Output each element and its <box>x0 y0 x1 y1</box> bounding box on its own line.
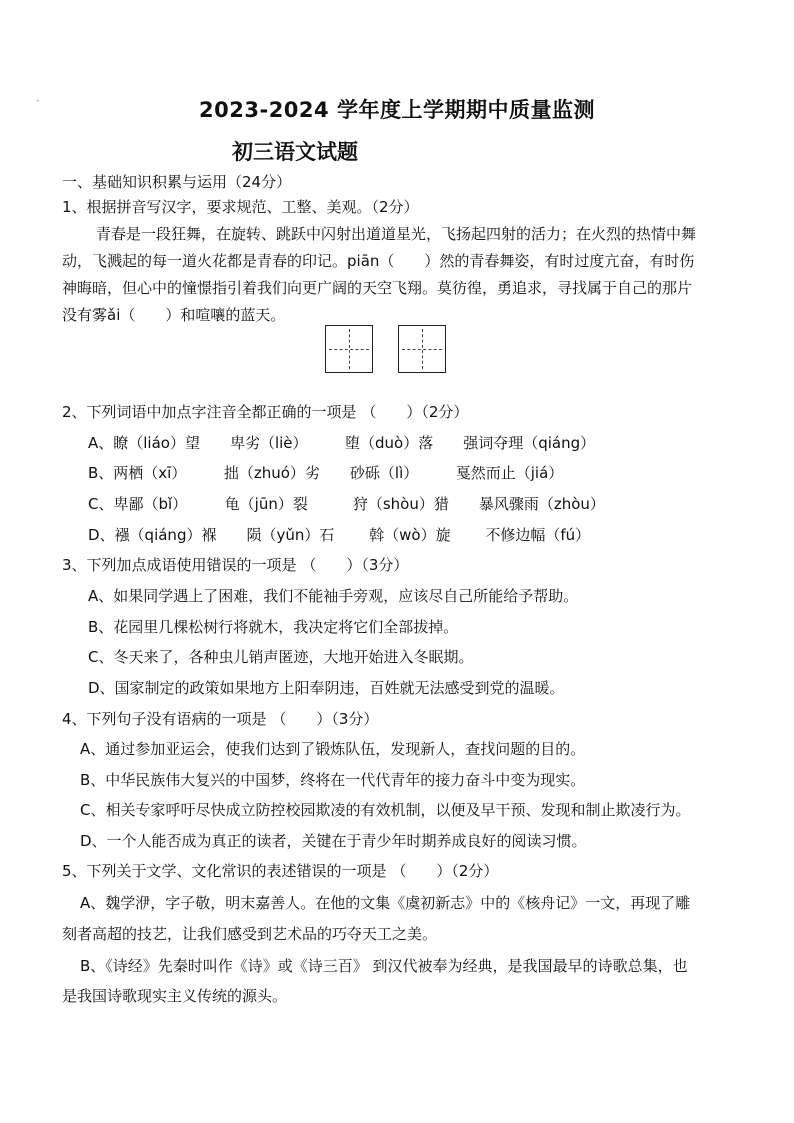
option-b: B、中华民族伟大复兴的中国梦，终将在一代代青年的接力奋斗中变为现实。 <box>80 771 586 789</box>
option-b: B、《诗经》先秦时叫作《诗》或《诗三百》 到汉代被奉为经典，是我国最早的诗歌总集，也 <box>80 957 688 975</box>
passage-line: 青春是一段狂舞，在旋转、跳跃中闪射出道道星光，飞扬起四射的活力；在火烈的热情中舞 <box>96 225 697 243</box>
passage-line: 没有雾ǎi（ ）和喧嚷的蓝天。 <box>62 306 286 324</box>
option-c: C、相关专家呼吁尽快成立防控校园欺凌的有效机制，以便及早干预、发现和制止欺凌行为。 <box>80 801 691 819</box>
question-1: 1、根据拼音写汉字，要求规范、工整、美观。（2分） <box>62 198 419 216</box>
option-d: D、一个人能否成为真正的读者，关键在于青少年时期养成良好的阅读习惯。 <box>80 832 587 850</box>
option-d: D、国家制定的政策如果地方上阳奉阴违，百姓就无法感受到党的温暖。 <box>88 679 565 697</box>
option-c: C、卑鄙（bǐ） 龟（jūn）裂 狩（shòu）猎 暴风骤雨（zhòu） <box>88 495 605 513</box>
option-b-cont: 是我国诗歌现实主义传统的源头。 <box>62 987 288 1005</box>
option-a: A、瞭（liáo）望 卑劣（liè） 堕（duò）落 强词夺理（qiáng） <box>88 434 596 452</box>
stray-mark: ` <box>36 100 41 110</box>
option-c: C、冬天来了，各种虫儿销声匿迹，大地开始进入冬眠期。 <box>88 648 474 666</box>
passage-line: 动，飞溅起的每一道火花都是青春的印记。piān（ ）然的青春舞姿，有时过度亢奋，有时伤 <box>62 252 695 270</box>
question-5: 5、下列关于文学、文化常识的表述错误的一项是 （ ）（2分） <box>62 862 499 880</box>
option-a: A、魏学洢，字子敬，明末嘉善人。在他的文集《虞初新志》中的《核舟记》一文，再现了雕 <box>80 894 691 912</box>
option-d: D、襁（qiáng）褓 陨（yǔn）石 斡（wò）旋 不修边幅（fú） <box>88 526 591 544</box>
passage-line: 神晦暗，但心中的憧憬指引着我们向更广阔的天空飞翔。莫彷徨，勇追求，寻找属于自己的那片 <box>62 279 693 297</box>
question-4: 4、下列句子没有语病的一项是 （ ）（3分） <box>62 710 379 728</box>
option-a-cont: 刻者高超的技艺，让我们感受到艺术品的巧夺天工之美。 <box>62 925 438 943</box>
writing-grid-box[interactable] <box>398 325 446 373</box>
exam-title: 2023-2024 学年度上学期期中质量监测 <box>199 98 595 122</box>
question-2: 2、下列词语中加点字注音全都正确的一项是 （ ）（2分） <box>62 403 469 421</box>
option-b: B、花园里几棵松树行将就木，我决定将它们全部拔掉。 <box>88 618 459 636</box>
writing-grid-box[interactable] <box>325 325 373 373</box>
question-3: 3、下列加点成语使用错误的一项是 （ ）（3分） <box>62 556 409 574</box>
option-a: A、通过参加亚运会，使我们达到了锻炼队伍，发现新人，查找问题的目的。 <box>80 740 586 758</box>
section-heading: 一、基础知识积累与运用（24分） <box>62 173 292 191</box>
option-a: A、如果同学遇上了困难，我们不能袖手旁观，应该尽自己所能给予帮助。 <box>88 587 579 605</box>
exam-subtitle: 初三语文试题 <box>232 140 358 164</box>
option-b: B、两栖（xī） 拙（zhuó）劣 砂砾（lì） 戛然而止（jiá） <box>88 464 564 482</box>
